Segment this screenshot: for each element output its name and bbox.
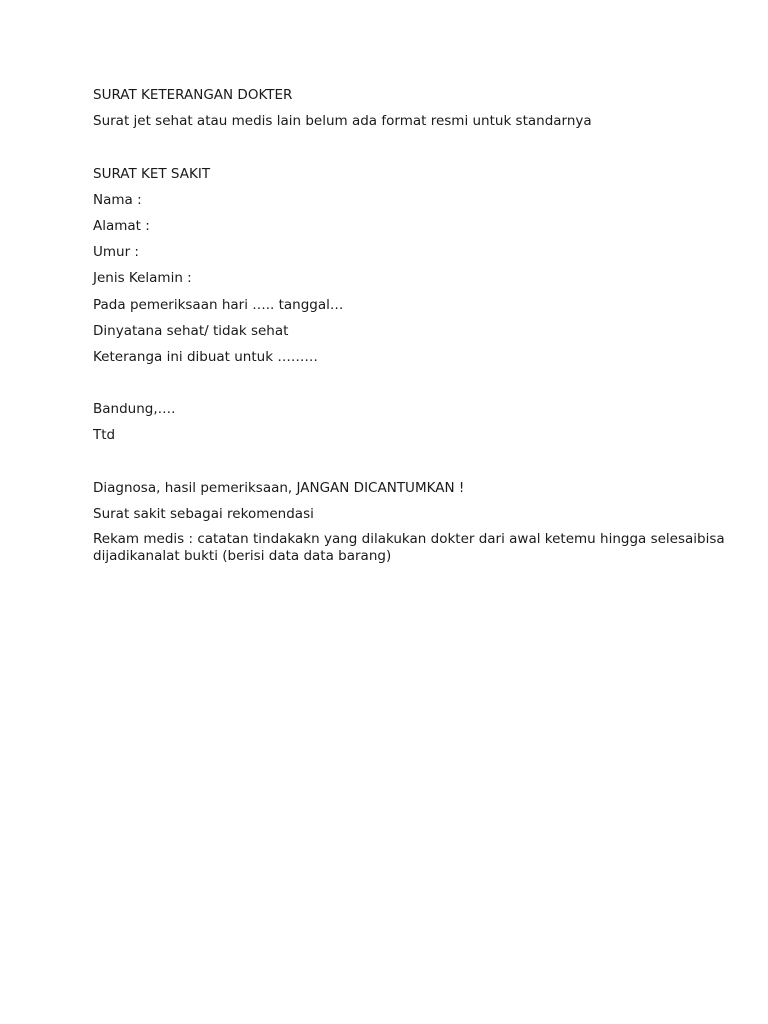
blank-line [93, 138, 733, 164]
field-umur: Umur : [93, 244, 139, 261]
intro-text: Surat jet sehat atau medis lain belum ada format resmi untuk standarnya [93, 113, 592, 130]
field-jenis-kelamin: Jenis Kelamin : [93, 270, 192, 287]
section-title: SURAT KET SAKIT [93, 165, 211, 182]
field-nama: Nama : [93, 191, 142, 208]
note-rekam-medis: Rekam medis : catatan tindakakn yang dilakukan dokter dari awal ketemu hingga selesaibisa dijadikanalat bukti (berisi data data barang) [93, 531, 725, 565]
place-date: Bandung,…. [93, 401, 176, 418]
note-diagnosa: Diagnosa, hasil pemeriksaan, JANGAN DICANTUMKAN ! [93, 479, 465, 496]
field-pemeriksaan: Pada pemeriksaan hari ….. tanggal… [93, 296, 344, 313]
blank-line [93, 453, 733, 479]
field-alamat: Alamat : [93, 217, 150, 234]
document-body [93, 86, 733, 565]
document-heading: SURAT KETERANGAN DOKTER [93, 87, 293, 103]
field-status-sehat: Dinyatana sehat/ tidak sehat [93, 322, 289, 339]
blank-line [93, 374, 733, 400]
field-keterangan: Keteranga ini dibuat untuk ……… [93, 348, 318, 365]
signature-label: Ttd [93, 427, 116, 444]
note-surat-sakit: Surat sakit sebagai rekomendasi [93, 506, 314, 522]
